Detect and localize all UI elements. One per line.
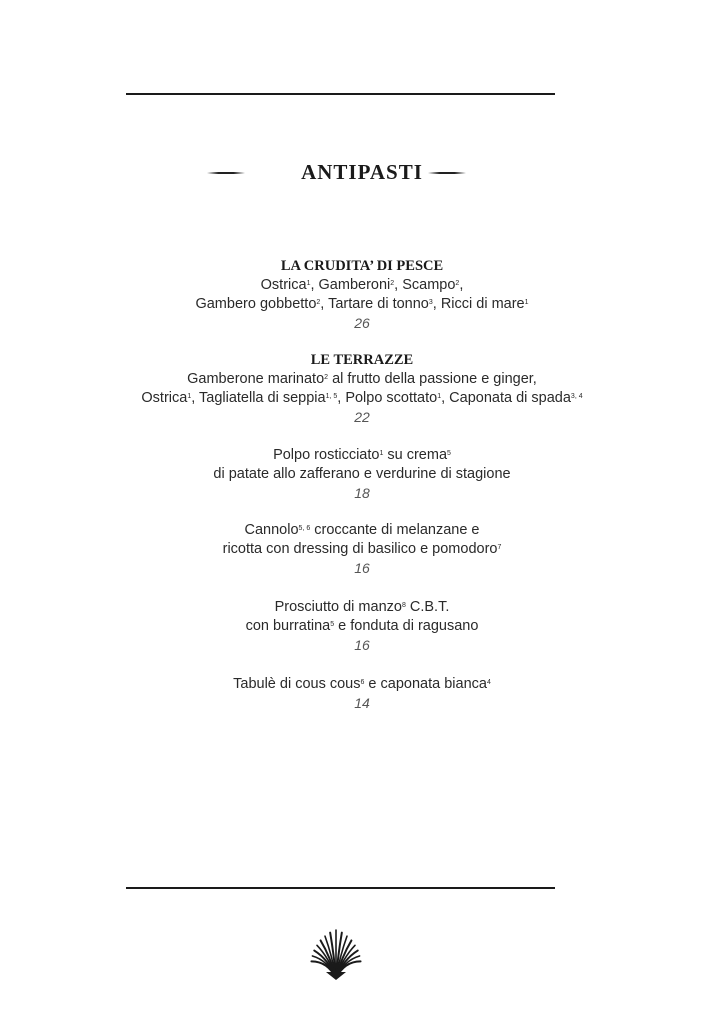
description-text: , Tagliatella di seppia — [191, 390, 326, 406]
dish-description-line — [0, 465, 724, 484]
menu-item — [0, 521, 724, 578]
dish-description-line — [0, 617, 724, 636]
description-text: , Caponata di spada — [441, 390, 571, 406]
bottom-divider — [126, 887, 555, 889]
allergen-superscript: 3 — [428, 299, 433, 306]
dish-name: LA CRUDITA’ DI PESCE — [280, 258, 444, 274]
description-text: Ostrica — [141, 390, 188, 406]
allergen-superscript: 2 — [455, 280, 460, 287]
description-text: ricotta con dressing di basilico e pomodoro — [222, 541, 498, 557]
description-text: croccante di melanzane e — [310, 522, 480, 538]
dish-name: LE TERRAZZE — [310, 352, 414, 368]
description-text: Tabulè di cous cous — [233, 676, 361, 692]
title-dash-right — [428, 172, 466, 174]
description-text: Gamberone marinato — [187, 371, 325, 387]
description-text: , Scampo — [394, 277, 456, 293]
dish-description-line — [0, 370, 724, 389]
allergen-superscript: 3, 4 — [570, 393, 583, 400]
allergen-superscript: 1 — [379, 450, 384, 457]
description-text: Polpo rosticciato — [273, 447, 380, 463]
allergen-superscript: 6 — [360, 679, 365, 686]
top-divider — [126, 93, 555, 95]
dish-description-line — [0, 389, 724, 408]
allergen-superscript: 5, 6 — [298, 525, 311, 532]
description-text: di patate allo zafferano e verdurine di stagione — [213, 466, 511, 482]
allergen-superscript: 1 — [306, 280, 311, 287]
allergen-superscript: 1 — [524, 299, 529, 306]
dish-price: 26 — [354, 315, 370, 331]
description-text: , Tartare di tonno — [320, 296, 429, 312]
allergen-superscript: 7 — [497, 544, 502, 551]
dish-description-line — [0, 521, 724, 540]
menu-item — [0, 257, 724, 333]
description-text: su crema — [383, 447, 448, 463]
description-text: , Ricci di mare — [432, 296, 525, 312]
allergen-superscript: 5 — [447, 450, 451, 457]
menu-item — [0, 675, 724, 713]
allergen-superscript: 5 — [330, 621, 335, 628]
dish-description-line — [0, 276, 724, 295]
description-text: Gambero gobbetto — [195, 296, 317, 312]
allergen-superscript: 2 — [324, 374, 329, 381]
menu-item — [0, 351, 724, 427]
description-text: C.B.T. — [405, 599, 450, 615]
allergen-superscript: 2 — [316, 299, 321, 306]
dish-description-line — [0, 446, 724, 465]
allergen-superscript: 1 — [187, 393, 192, 400]
shell-logo-icon — [296, 918, 376, 984]
dish-price: 18 — [354, 485, 370, 501]
allergen-superscript: 4 — [486, 679, 491, 686]
menu-item — [0, 446, 724, 503]
dish-price: 16 — [354, 560, 370, 576]
dish-price: 22 — [354, 409, 370, 425]
allergen-superscript: 8 — [401, 602, 406, 609]
dish-price: 16 — [354, 637, 370, 653]
description-text: Cannolo — [244, 522, 299, 538]
description-text: al frutto della passione e ginger, — [328, 371, 537, 387]
description-text: , — [459, 277, 464, 293]
allergen-superscript: 1 — [437, 393, 442, 400]
description-text: e fonduta di ragusano — [334, 618, 479, 634]
menu-item — [0, 598, 724, 655]
description-text: Ostrica — [260, 277, 307, 293]
description-text: , Gamberoni — [310, 277, 391, 293]
dish-description-line — [0, 598, 724, 617]
dish-description-line — [0, 540, 724, 559]
allergen-superscript: 1, 5 — [325, 393, 338, 400]
dish-description-line — [0, 295, 724, 314]
section-title: ANTIPASTI — [301, 160, 423, 184]
description-text: con burratina — [245, 618, 331, 634]
allergen-superscript: 2 — [390, 280, 395, 287]
description-text: Prosciutto di manzo — [274, 599, 402, 615]
dish-price: 14 — [354, 695, 370, 711]
description-text: , Polpo scottato — [337, 390, 438, 406]
description-text: e caponata bianca — [364, 676, 487, 692]
dish-description-line — [0, 675, 724, 694]
